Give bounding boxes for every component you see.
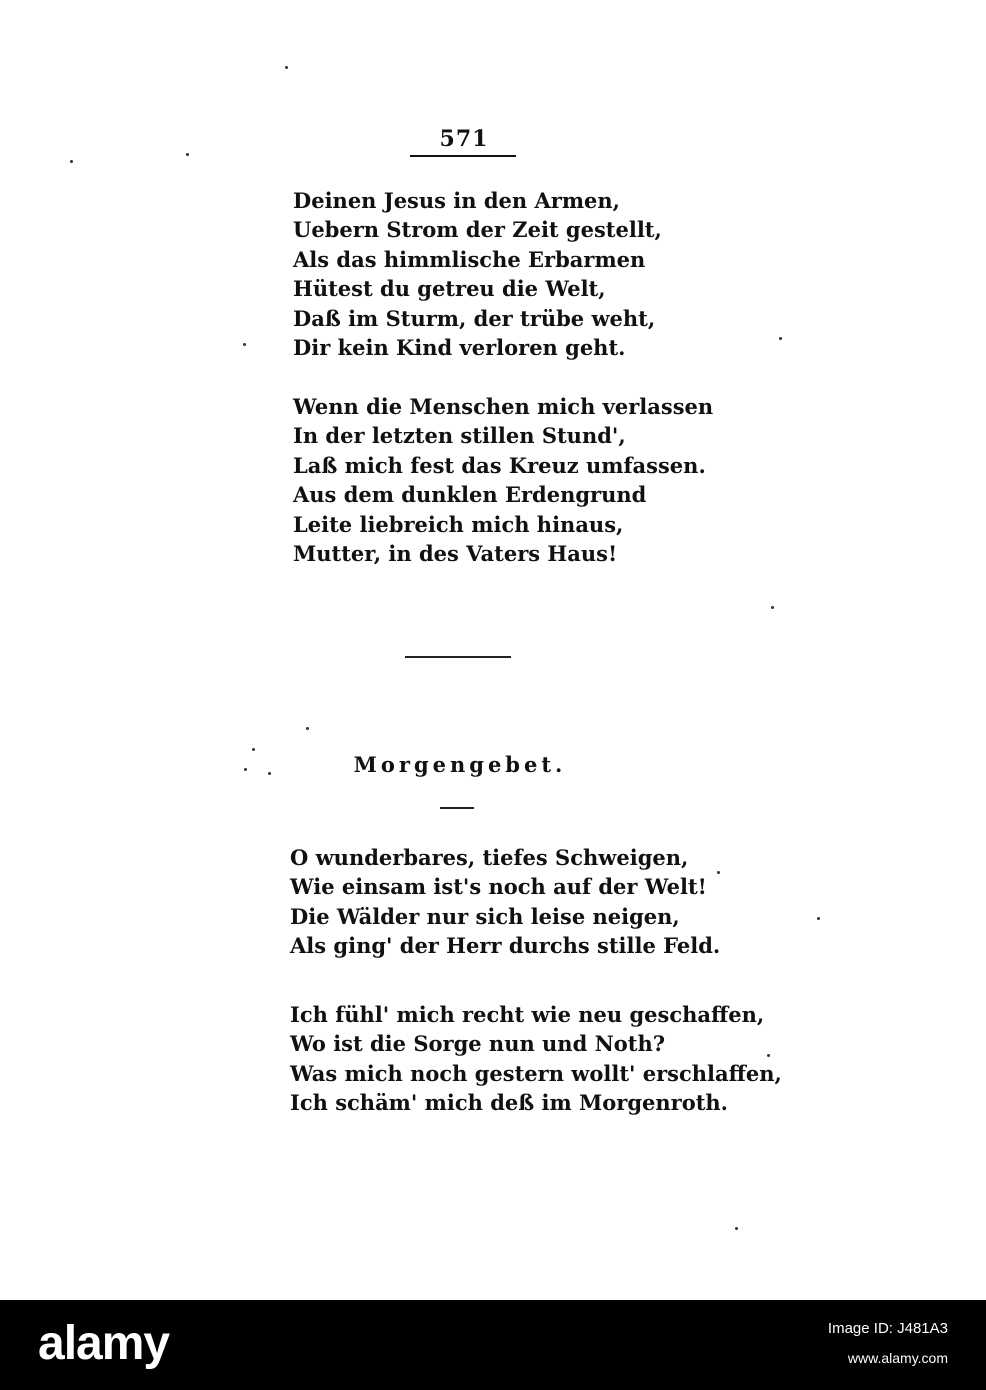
verse-line: Leite liebreich mich hinaus, xyxy=(293,511,624,537)
verse-line: Aus dem dunklen Erdengrund xyxy=(293,482,647,508)
page-number-rule xyxy=(410,155,516,157)
stanza-3 xyxy=(290,843,720,961)
scan-speck xyxy=(252,748,255,751)
alamy-logo: alamy xyxy=(38,1317,170,1370)
verse-line: Hütest du getreu die Welt, xyxy=(293,276,606,302)
image-id-label: Image ID: J481A3 xyxy=(827,1320,948,1337)
scan-speck xyxy=(817,917,820,920)
verse-line: Wo ist die Sorge nun und Noth? xyxy=(290,1031,666,1057)
scan-speck xyxy=(717,871,720,874)
verse-line: Laß mich fest das Kreuz umfassen. xyxy=(293,452,706,478)
verse-line: Uebern Strom der Zeit gestellt, xyxy=(293,217,662,243)
verse-line: Als ging' der Herr durchs stille Feld. xyxy=(290,933,721,959)
verse-line: O wunderbares, tiefes Schweigen, xyxy=(290,845,689,870)
scan-speck xyxy=(243,343,246,346)
watermark-banner xyxy=(0,1300,986,1390)
verse-line: Als das himmlische Erbarmen xyxy=(293,246,646,272)
page-number: 571 xyxy=(439,126,489,152)
scan-speck xyxy=(771,606,774,609)
poem-title: Morgengebet. xyxy=(353,752,567,777)
verse-line: Wenn die Menschen mich verlassen xyxy=(293,394,714,419)
scan-speck xyxy=(70,160,73,163)
title-rule xyxy=(440,807,474,809)
scan-speck xyxy=(779,337,782,340)
verse-line: Wie einsam ist's noch auf der Welt! xyxy=(290,874,707,900)
scan-speck xyxy=(306,727,309,730)
stanza-1 xyxy=(293,186,662,362)
scan-speck xyxy=(285,66,288,69)
verse-line: Ich fühl' mich recht wie neu geschaffen, xyxy=(290,1002,765,1027)
verse-line: In der letzten stillen Stund', xyxy=(293,423,626,449)
verse-line: Ich schäm' mich deß im Morgenroth. xyxy=(290,1090,728,1116)
scan-speck xyxy=(244,768,247,771)
scan-speck xyxy=(186,153,189,156)
verse-line: Daß im Sturm, der trübe weht, xyxy=(293,305,656,331)
verse-line: Die Wälder nur sich leise neigen, xyxy=(290,903,680,929)
section-separator xyxy=(405,656,511,658)
site-url: www.alamy.com xyxy=(847,1350,948,1366)
verse-line: Mutter, in des Vaters Haus! xyxy=(293,541,618,567)
verse-line: Dir kein Kind verloren geht. xyxy=(293,335,626,361)
stanza-4 xyxy=(290,1000,782,1118)
scan-speck xyxy=(735,1227,738,1230)
scan-speck xyxy=(268,772,271,775)
stanza-2 xyxy=(293,392,713,568)
scan-speck xyxy=(767,1054,770,1057)
verse-line: Deinen Jesus in den Armen, xyxy=(293,188,620,213)
verse-line: Was mich noch gestern wollt' erschlaffen, xyxy=(290,1060,782,1086)
